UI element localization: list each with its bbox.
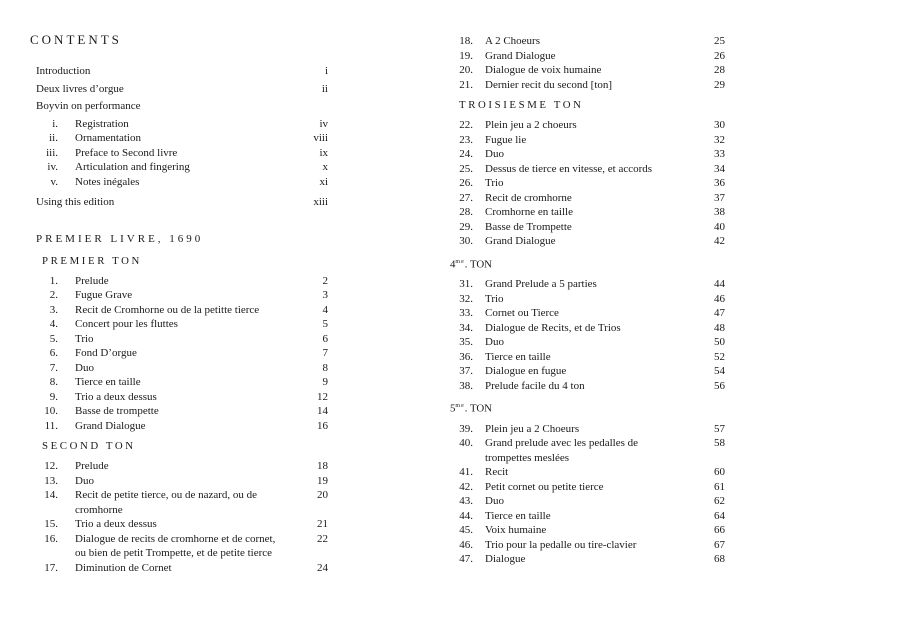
section-heading — [450, 255, 737, 272]
entry-title: Grand prelude avec les pedalles de trompettes meslées — [485, 437, 639, 464]
entry-title: Using this edition — [36, 196, 115, 208]
entry-number: iv. — [47, 161, 58, 173]
section-heading — [459, 98, 737, 112]
toc-entry — [453, 350, 737, 365]
entry-title: Boyvin on performance — [36, 100, 141, 112]
entry-title: Plein jeu a 2 Choeurs — [485, 422, 580, 435]
entry-number: 13. — [44, 474, 58, 487]
entry-number: 35. — [459, 336, 473, 349]
entry-number: 44. — [459, 509, 473, 522]
toc-entry — [36, 517, 328, 532]
toc-entry — [453, 162, 737, 177]
entry-page: 20 — [317, 489, 328, 501]
entry-title: Fugue lie — [485, 133, 527, 146]
entry-number: 31. — [459, 278, 473, 291]
toc-entry — [36, 532, 328, 561]
entry-number: 24. — [459, 148, 473, 160]
entry-number: 8. — [49, 376, 58, 388]
entry-page: iv — [319, 117, 328, 130]
toc-entry — [453, 465, 737, 480]
entry-page: 21 — [317, 518, 328, 530]
entry-title: Duo — [485, 148, 504, 160]
entry-page: 32 — [714, 133, 725, 146]
entry-title: Dialogue de voix humaine — [485, 64, 602, 76]
entry-number: 40. — [459, 437, 473, 450]
entry-title: Deux livres d’orgue — [36, 82, 124, 95]
toc-entry — [453, 306, 737, 321]
entry-page: 22 — [317, 532, 328, 545]
toc-entry — [453, 436, 737, 465]
toc-entry — [36, 561, 328, 576]
section-title: 5 — [450, 402, 456, 415]
entry-title: Preface to Second livre — [75, 146, 178, 159]
entry-page: 16 — [317, 419, 328, 432]
toc-entry — [36, 274, 328, 289]
entry-number: 46. — [459, 538, 473, 551]
section-suffix: . TON — [464, 258, 492, 271]
entry-page: 64 — [714, 509, 725, 522]
entry-page: 24 — [317, 561, 328, 574]
toc-entry — [36, 488, 328, 517]
entry-number: 19. — [459, 49, 473, 62]
toc-entry — [453, 234, 737, 249]
entry-title: Recit de Cromhorne ou de la petitte tierce — [75, 303, 260, 316]
entry-page: 30 — [714, 119, 725, 131]
contents-left-page — [30, 32, 328, 575]
entry-title: Dialogue de recits de cromhorne et de cornet, ou bien de petit Trompette, et de petite tierce — [75, 532, 276, 559]
entry-title: Trio — [75, 332, 94, 345]
entry-title: Basse de Trompette — [485, 220, 572, 233]
entry-title: Plein jeu a 2 choeurs — [485, 119, 577, 131]
toc-entry — [453, 480, 737, 495]
toc-entry — [36, 117, 328, 132]
entry-page: 3 — [322, 289, 328, 301]
entry-number: 41. — [459, 466, 473, 479]
section-heading — [450, 399, 737, 416]
toc-entry — [453, 34, 737, 49]
entry-title: Registration — [75, 117, 129, 130]
entry-page: 47 — [714, 307, 725, 320]
entry-page: 57 — [714, 422, 725, 435]
toc-entry — [453, 523, 737, 538]
section-suffix: . TON — [464, 402, 492, 415]
entry-page: 33 — [714, 148, 725, 160]
entry-title: Introduction — [36, 65, 91, 77]
entry-number: 27. — [459, 191, 473, 204]
entry-page: 12 — [317, 390, 328, 403]
entry-title: Concert pour les fluttes — [75, 318, 178, 330]
entry-title: Notes inégales — [75, 175, 140, 188]
toc-entry — [453, 176, 737, 191]
toc-entry — [453, 335, 737, 350]
entry-number: 30. — [459, 235, 473, 247]
entry-title: A 2 Choeurs — [485, 35, 540, 47]
entry-page: xiii — [313, 196, 328, 208]
toc-entry — [36, 474, 328, 489]
contents-title: CONTENTS — [30, 32, 122, 47]
toc-entry — [453, 422, 737, 437]
entry-title: Recit de petite tierce, ou de nazard, ou de cromhorne — [75, 489, 258, 516]
entry-page: 48 — [714, 321, 725, 334]
entry-page — [288, 99, 328, 114]
entry-number: 22. — [459, 119, 473, 131]
entry-title: Duo — [485, 495, 504, 508]
entry-number: 39. — [459, 422, 473, 435]
entry-number: 45. — [459, 524, 473, 537]
toc-entry — [453, 63, 737, 78]
entry-title: Ornamentation — [75, 132, 141, 144]
entry-page: 60 — [714, 466, 725, 479]
contents-right-page — [450, 34, 737, 567]
toc-entry — [36, 131, 328, 146]
entry-number: 47. — [459, 553, 473, 566]
toc-entry — [453, 277, 737, 292]
entry-number: 17. — [44, 561, 58, 574]
toc-entry — [453, 78, 737, 93]
toc-entry — [36, 332, 328, 347]
toc-entry — [453, 220, 737, 235]
entry-page: 67 — [714, 538, 725, 551]
entry-page: 54 — [714, 365, 725, 378]
entry-number: 42. — [459, 480, 473, 493]
entry-title: Prelude facile du 4 ton — [485, 379, 585, 392]
toc-entry — [453, 205, 737, 220]
entry-number: i. — [52, 117, 58, 130]
entry-title: Fond D’orgue — [75, 347, 137, 359]
section-title: 4 — [450, 258, 456, 271]
entry-title: Dessus de tierce en vitesse, et accords — [485, 162, 653, 175]
entry-page: 5 — [322, 318, 328, 330]
toc-entry — [36, 288, 328, 303]
entry-page: 9 — [322, 376, 328, 388]
entry-title: Trio — [485, 177, 504, 189]
entry-page: 42 — [714, 235, 725, 247]
entry-title: Trio a deux dessus — [75, 390, 157, 403]
entry-title: Dialogue — [485, 553, 526, 566]
entry-page: 6 — [322, 332, 328, 345]
entry-title: Trio a deux dessus — [75, 518, 157, 530]
entry-title: Tierce en taille — [485, 509, 551, 522]
entry-number: ii. — [49, 132, 58, 144]
entry-title: Basse de trompette — [75, 405, 159, 417]
entry-number: 36. — [459, 350, 473, 363]
entry-title: Trio pour la pedalle ou tire-clavier — [485, 538, 637, 551]
toc-entry — [36, 160, 328, 175]
toc-entry — [453, 292, 737, 307]
entry-number: 3. — [49, 303, 58, 316]
entry-number: 37. — [459, 365, 473, 378]
entry-number: 16. — [44, 532, 58, 545]
entry-title: Prelude — [75, 460, 109, 472]
section-superscript: me — [455, 258, 465, 265]
entry-page: 18 — [317, 460, 328, 472]
entry-title: Cornet ou Tierce — [485, 307, 559, 320]
entry-page: 38 — [714, 206, 725, 218]
toc-entry — [36, 419, 328, 434]
toc-entry — [453, 321, 737, 336]
toc-entry — [453, 509, 737, 524]
toc-entry — [36, 390, 328, 405]
section-title: TROISIESME TON — [459, 99, 584, 111]
entry-page: 62 — [714, 495, 725, 508]
section-title: PREMIER TON — [42, 254, 142, 267]
entry-page: 8 — [322, 361, 328, 374]
entry-number: 20. — [459, 64, 473, 76]
entry-page: 34 — [714, 162, 725, 175]
entry-title: Duo — [485, 336, 504, 349]
toc-entry — [36, 99, 328, 114]
entry-title: Fugue Grave — [75, 289, 133, 301]
entry-number: 10. — [44, 405, 58, 417]
entry-number: 4. — [49, 318, 58, 330]
entry-page: 4 — [322, 303, 328, 316]
entry-title: Articulation and fingering — [75, 161, 190, 173]
entry-page: 50 — [714, 336, 725, 349]
entry-number: 15. — [44, 518, 58, 530]
toc-entry — [453, 118, 737, 133]
entry-title: Recit de cromhorne — [485, 191, 572, 204]
entry-page: 44 — [714, 278, 725, 291]
entry-number: 28. — [459, 206, 473, 218]
toc-entry — [453, 538, 737, 553]
entry-number: 18. — [459, 35, 473, 47]
entry-number: 11. — [44, 419, 58, 432]
entry-page: 56 — [714, 379, 725, 392]
entry-title: Tierce en taille — [485, 350, 551, 363]
toc-entry — [36, 346, 328, 361]
entry-number: 23. — [459, 133, 473, 146]
toc-entry — [453, 133, 737, 148]
toc-entry — [36, 459, 328, 474]
entry-number: 34. — [459, 321, 473, 334]
toc-entry — [453, 49, 737, 64]
toc-entry — [453, 147, 737, 162]
entry-page: 46 — [714, 292, 725, 305]
toc-entry — [453, 494, 737, 509]
toc-entry — [36, 361, 328, 376]
entry-number: 14. — [44, 489, 58, 501]
entry-title: Diminution de Cornet — [75, 561, 172, 574]
entry-title: Trio — [485, 292, 504, 305]
section-heading — [42, 439, 328, 453]
entry-page: xi — [319, 175, 328, 188]
entry-page: 14 — [317, 405, 328, 417]
entry-title: Prelude — [75, 274, 109, 287]
entry-title: Dernier recit du second [ton] — [485, 78, 613, 91]
section-superscript: me — [455, 403, 465, 410]
entry-page: 36 — [714, 177, 725, 189]
toc-entry — [36, 303, 328, 318]
toc-entry — [453, 379, 737, 394]
entry-number: 29. — [459, 220, 473, 233]
entry-page: 40 — [714, 220, 725, 233]
entry-number: 2. — [49, 289, 58, 301]
entry-page: 19 — [317, 474, 328, 487]
entry-number: 12. — [44, 460, 58, 472]
entry-number: 21. — [459, 78, 473, 91]
entry-number: 26. — [459, 177, 473, 189]
entry-title: Petit cornet ou petite tierce — [485, 480, 604, 493]
entry-title: Duo — [75, 474, 94, 487]
entry-number: v. — [50, 175, 58, 188]
entry-number: 32. — [459, 292, 473, 305]
toc-entry — [36, 64, 328, 79]
book-title: PREMIER LIVRE, 1690 — [36, 232, 204, 245]
entry-number: 25. — [459, 162, 473, 175]
entry-page: 37 — [714, 191, 725, 204]
entry-number: 6. — [49, 347, 58, 359]
entry-page: 68 — [714, 553, 725, 566]
entry-page: i — [324, 65, 328, 77]
entry-page: 25 — [714, 35, 725, 47]
entry-title: Cromhorne en taille — [485, 206, 573, 218]
entry-page: 2 — [322, 274, 328, 287]
toc-entry — [36, 404, 328, 419]
entry-number: 5. — [49, 332, 58, 345]
entry-title: Grand Prelude a 5 parties — [485, 278, 597, 291]
entry-title: Grand Dialogue — [485, 49, 556, 62]
toc-entry — [36, 195, 328, 210]
entry-page: x — [322, 161, 328, 173]
entry-title: Dialogue de Recits, et de Trios — [485, 321, 621, 334]
entry-page: 66 — [714, 524, 725, 537]
entry-page: 28 — [714, 64, 725, 76]
entry-number: iii. — [46, 146, 58, 159]
toc-entry — [36, 375, 328, 390]
entry-number: 38. — [459, 379, 473, 392]
entry-title: Voix humaine — [485, 524, 547, 537]
entry-title: Recit — [485, 466, 509, 479]
entry-page: 26 — [714, 49, 725, 62]
section-heading — [42, 254, 328, 268]
entry-page: 58 — [714, 437, 725, 450]
toc-entry — [36, 175, 328, 190]
entry-page: ix — [319, 146, 328, 159]
toc-entry — [453, 364, 737, 379]
entry-page: 7 — [322, 347, 328, 359]
entry-title: Tierce en taille — [75, 376, 141, 388]
entry-number: 33. — [459, 307, 473, 320]
entry-page: viii — [313, 132, 328, 144]
entry-page: ii — [321, 82, 328, 95]
toc-entry — [36, 146, 328, 161]
entry-number: 7. — [49, 361, 58, 374]
entry-number: 43. — [459, 495, 473, 508]
entry-page: 29 — [714, 78, 725, 91]
entry-title: Grand Dialogue — [485, 235, 556, 247]
entry-title: Dialogue en fugue — [485, 365, 567, 378]
entry-number: 9. — [49, 390, 58, 403]
toc-entry — [36, 317, 328, 332]
entry-page: 52 — [714, 350, 725, 363]
entry-title: Grand Dialogue — [75, 419, 146, 432]
section-title: SECOND TON — [42, 440, 136, 452]
entry-number: 1. — [49, 274, 58, 287]
toc-entry — [453, 552, 737, 567]
toc-entry — [453, 191, 737, 206]
toc-entry — [36, 82, 328, 97]
entry-page: 61 — [714, 480, 725, 493]
entry-title: Duo — [75, 361, 94, 374]
